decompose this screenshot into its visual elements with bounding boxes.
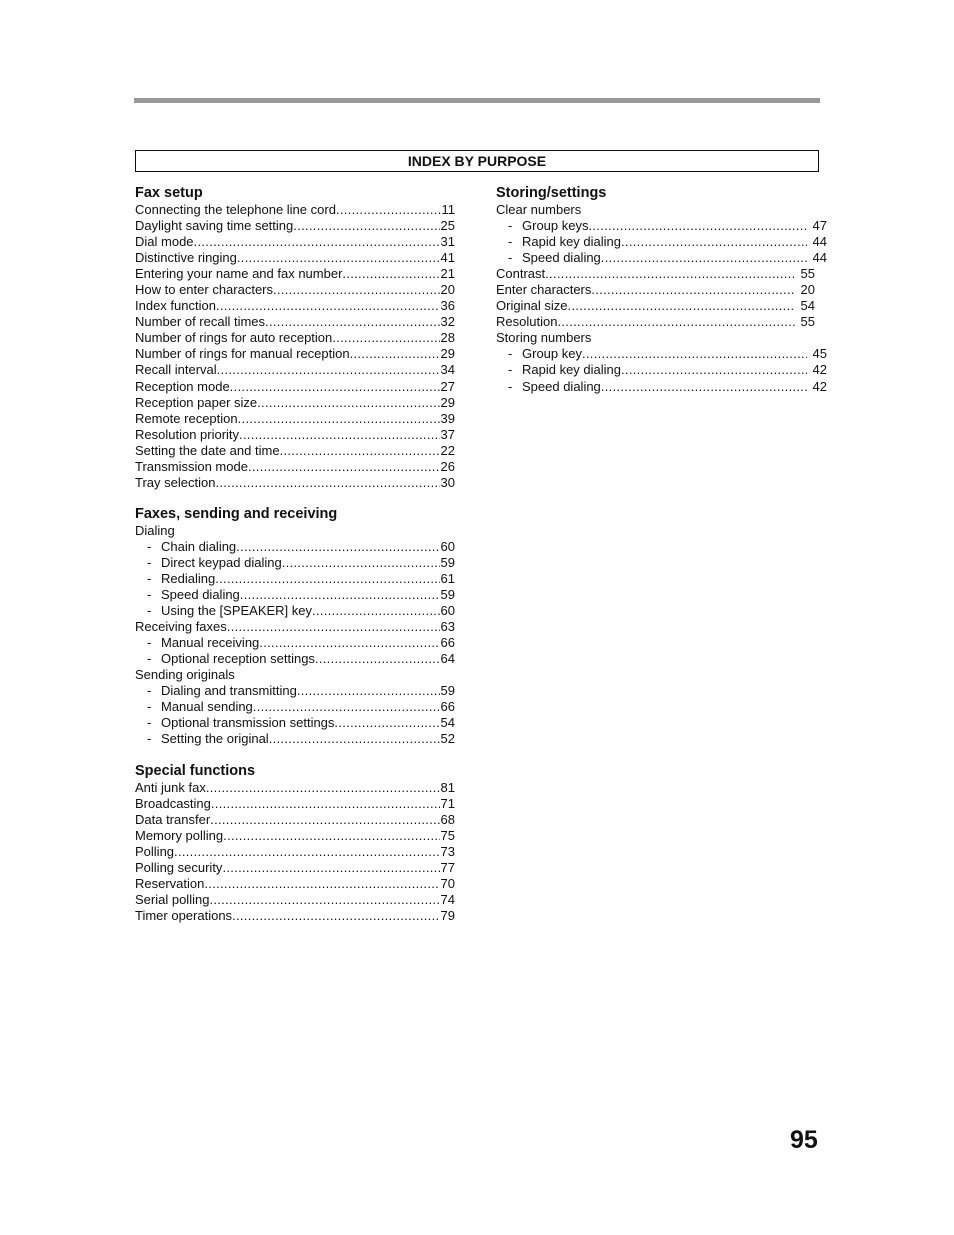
index-entry — [135, 459, 455, 475]
index-entry-page: 52 — [440, 731, 455, 747]
index-entry — [135, 266, 455, 282]
dot-leader — [621, 234, 807, 250]
dot-leader — [194, 234, 440, 250]
index-entry-page: 70 — [440, 875, 455, 891]
index-entry — [496, 362, 827, 378]
index-entry — [135, 683, 455, 699]
index-entry — [496, 234, 827, 250]
index-entry — [135, 555, 455, 571]
index-entry-label: Timer operations — [135, 907, 233, 923]
dot-leader — [332, 330, 439, 346]
index-entry-page: 55 — [800, 314, 815, 330]
index-entry-page: 44 — [812, 250, 827, 266]
index-entry-page: 59 — [440, 587, 455, 603]
dot-leader — [280, 443, 440, 459]
dot-leader — [240, 587, 440, 603]
index-entry — [135, 427, 455, 443]
index-entry-label: Recall interval — [135, 362, 217, 378]
index-entry — [135, 250, 455, 266]
index-group-label: Dialing — [135, 522, 175, 538]
index-entry-label: - Chain dialing — [161, 538, 237, 554]
dot-leader — [315, 651, 440, 667]
index-entry-label: - Speed dialing — [161, 587, 240, 603]
index-entry — [135, 411, 455, 427]
dot-leader — [239, 427, 439, 443]
index-entry-page: 21 — [440, 266, 455, 282]
index-entry-page: 39 — [440, 410, 455, 426]
index-entry-page: 59 — [440, 683, 455, 699]
index-entry-page: 20 — [800, 282, 815, 298]
dot-leader — [336, 202, 441, 218]
index-entry-label: - Rapid key dialing — [522, 362, 622, 378]
dot-leader — [342, 266, 439, 282]
dot-leader — [282, 555, 440, 571]
index-entry-page: 59 — [440, 554, 455, 570]
index-entry — [135, 282, 455, 298]
dot-leader — [238, 411, 440, 427]
dot-leader — [206, 780, 440, 796]
index-entry-label: Number of recall times — [135, 314, 266, 330]
index-entry-label: - Setting the original — [161, 731, 269, 747]
index-entry-page: 22 — [440, 442, 455, 458]
index-entry-page: 61 — [440, 570, 455, 586]
dot-leader — [568, 298, 795, 314]
index-entry-label: Reception mode — [135, 378, 230, 394]
index-entry — [135, 651, 455, 667]
index-entry-label: Distinctive ringing — [135, 250, 237, 266]
index-entry-page: 34 — [440, 362, 455, 378]
dot-leader — [227, 619, 440, 635]
index-entry — [135, 876, 455, 892]
index-entry-page: 55 — [800, 266, 815, 282]
index-entry-page: 73 — [440, 843, 455, 859]
index-entry-label: - Manual sending — [161, 699, 253, 715]
dot-leader — [312, 603, 440, 619]
dot-leader — [230, 379, 440, 395]
index-entry-page: 30 — [440, 474, 455, 490]
index-entry-page: 42 — [812, 378, 827, 394]
index-entry-label: Daylight saving time setting — [135, 218, 294, 234]
index-group-label: Clear numbers — [496, 202, 582, 217]
index-entry-page: 28 — [440, 330, 455, 346]
index-entry — [135, 475, 455, 491]
index-entry — [135, 619, 455, 635]
dot-leader — [215, 571, 439, 587]
index-entry-page: 81 — [440, 779, 455, 795]
index-entry — [135, 603, 455, 619]
index-entry — [135, 539, 455, 555]
page-number: 95 — [790, 1126, 818, 1154]
dot-leader — [601, 250, 807, 266]
index-entry — [135, 828, 455, 844]
index-entry — [135, 635, 455, 651]
index-entry-page: 60 — [440, 538, 455, 554]
dot-leader — [297, 683, 440, 699]
index-entry-label: - Speed dialing — [522, 378, 601, 394]
index-entry-label: - Speed dialing — [522, 250, 601, 266]
index-entry-label: Number of rings for manual reception — [135, 346, 350, 362]
index-entry-label: Index function — [135, 298, 216, 314]
index-entry-label: - Direct keypad dialing — [161, 554, 282, 570]
dot-leader — [222, 860, 439, 876]
index-entry-label: Data transfer — [135, 811, 211, 827]
section-special-functions — [135, 762, 455, 924]
index-entry-page: 47 — [812, 218, 827, 234]
index-entry — [135, 234, 455, 250]
index-entry-label: Resolution — [496, 314, 558, 330]
index-entry-page: 54 — [440, 715, 455, 731]
index-entry-page: 29 — [440, 346, 455, 362]
index-entry-label: - Manual receiving — [161, 635, 260, 651]
dot-leader — [591, 282, 794, 298]
index-entry-page: 79 — [440, 907, 455, 923]
index-entry-label: Remote reception — [135, 410, 238, 426]
index-entry-label: Memory polling — [135, 827, 224, 843]
dot-leader — [174, 844, 440, 860]
index-entry-label: Reception paper size — [135, 394, 258, 410]
index-entry — [496, 250, 827, 266]
index-entry — [135, 298, 455, 314]
index-entry — [135, 218, 455, 234]
index-entry-label: Serial polling — [135, 891, 210, 907]
index-entry — [496, 282, 815, 298]
index-entry-label: Number of rings for auto reception — [135, 330, 333, 346]
index-entry — [135, 812, 455, 828]
dot-leader — [557, 314, 794, 330]
index-entry — [135, 587, 455, 603]
index-entry-label: Entering your name and fax number — [135, 266, 343, 282]
index-entry-page: 27 — [440, 378, 455, 394]
dot-leader — [215, 475, 439, 491]
index-entry-page: 77 — [440, 859, 455, 875]
index-entry-label: - Group keys — [522, 218, 589, 234]
dot-leader — [259, 635, 439, 651]
index-entry-page: 32 — [440, 314, 455, 330]
index-group-label: Sending originals — [135, 667, 235, 683]
index-entry-label: Resolution priority — [135, 426, 240, 442]
index-entry-page: 37 — [440, 426, 455, 442]
index-entry — [135, 860, 455, 876]
index-entry-label: Receiving faxes — [135, 619, 227, 635]
index-entry — [135, 443, 455, 459]
dot-leader — [237, 250, 440, 266]
dot-leader — [253, 699, 440, 715]
index-entry-label: Broadcasting — [135, 795, 211, 811]
index-entry — [135, 379, 455, 395]
dot-leader — [334, 715, 439, 731]
index-entry-label: Original size — [496, 298, 568, 314]
dot-leader — [217, 362, 440, 378]
index-entry-label: - Optional transmission settings — [161, 715, 335, 731]
index-entry-page: 74 — [440, 891, 455, 907]
index-entry-page: 63 — [440, 619, 455, 635]
index-entry — [135, 571, 455, 587]
index-column-right — [496, 184, 827, 409]
index-entry-page: 66 — [440, 699, 455, 715]
dot-leader — [232, 908, 439, 924]
dot-leader — [223, 828, 439, 844]
index-entry-label: How to enter characters — [135, 282, 274, 298]
index-entry-page: 66 — [440, 635, 455, 651]
index-entry — [135, 731, 455, 747]
index-entry-label: - Optional reception settings — [161, 651, 315, 667]
dot-leader — [269, 731, 440, 747]
dot-leader — [211, 796, 440, 812]
index-entry — [135, 346, 455, 362]
index-entry-page: 20 — [440, 282, 455, 298]
index-entry — [135, 892, 455, 908]
index-entry — [135, 330, 455, 346]
index-entry — [135, 314, 455, 330]
index-entry-page: 64 — [440, 651, 455, 667]
dot-leader — [257, 395, 439, 411]
index-entry — [496, 379, 827, 395]
index-entry-page: 54 — [800, 298, 815, 314]
dot-leader — [273, 282, 440, 298]
index-entry-label: Setting the date and time — [135, 442, 280, 458]
index-entry-page: 29 — [440, 394, 455, 410]
index-entry-page: 31 — [440, 234, 455, 250]
dot-leader — [545, 266, 794, 282]
section-heading: Special functions — [135, 762, 256, 779]
section-faxes-sending-and-receiving — [135, 505, 455, 748]
index-entry — [135, 202, 455, 218]
index-entry-page: 71 — [440, 795, 455, 811]
index-entry-label: - Redialing — [161, 570, 216, 586]
page-title: INDEX BY PURPOSE — [135, 150, 819, 172]
index-entry-label: - Dialing and transmitting — [161, 683, 297, 699]
index-entry — [135, 699, 455, 715]
index-column-left — [135, 184, 455, 938]
dot-leader — [601, 379, 807, 395]
index-entry-page: 42 — [812, 362, 827, 378]
top-rule — [134, 98, 820, 103]
index-entry-label: Anti junk fax — [135, 779, 206, 795]
index-entry — [496, 346, 827, 362]
index-entry-page: 44 — [812, 234, 827, 250]
index-entry — [496, 266, 815, 282]
index-entry — [496, 314, 815, 330]
dot-leader — [209, 892, 439, 908]
index-entry-label: Dial mode — [135, 234, 194, 250]
dot-leader — [248, 459, 440, 475]
index-entry-label: Connecting the telephone line cord — [135, 202, 336, 217]
dot-leader — [204, 876, 439, 892]
index-entry-label: Polling security — [135, 859, 223, 875]
dot-leader — [621, 362, 807, 378]
section-fax-setup — [135, 184, 455, 491]
dot-leader — [582, 346, 807, 362]
index-entry-page: 68 — [440, 811, 455, 827]
section-storing-settings — [496, 184, 827, 395]
index-entry — [496, 298, 815, 314]
dot-leader — [265, 314, 439, 330]
index-entry — [135, 780, 455, 796]
index-entry — [135, 796, 455, 812]
section-heading: Storing/settings — [496, 185, 607, 201]
section-heading: Fax setup — [135, 185, 203, 201]
index-entry — [496, 218, 827, 234]
index-entry-page: 60 — [440, 603, 455, 619]
index-entry-label: - Using the [SPEAKER] key — [161, 603, 313, 619]
dot-leader — [236, 539, 439, 555]
index-entry-page: 25 — [440, 218, 455, 234]
dot-leader — [210, 812, 439, 828]
dot-leader — [293, 218, 439, 234]
index-entry — [135, 715, 455, 731]
index-entry-label: Enter characters — [496, 282, 592, 298]
index-entry-page: 36 — [440, 298, 455, 314]
section-heading: Faxes, sending and receiving — [135, 505, 338, 522]
index-entry-label: Reservation — [135, 875, 205, 891]
dot-leader — [216, 298, 440, 314]
index-entry — [135, 395, 455, 411]
index-group-label: Storing numbers — [496, 330, 592, 346]
index-entry-label: - Group key — [522, 346, 582, 362]
dot-leader — [588, 218, 806, 234]
index-entry-page: 75 — [440, 827, 455, 843]
index-entry — [135, 844, 455, 860]
index-entry-label: Contrast — [496, 266, 546, 282]
index-entry-label: - Rapid key dialing — [522, 234, 622, 250]
index-entry-page: 41 — [440, 250, 455, 266]
index-entry-label: Tray selection — [135, 474, 216, 490]
index-entry-page: 26 — [440, 458, 455, 474]
index-entry — [135, 362, 455, 378]
index-entry-label: Polling — [135, 843, 175, 859]
dot-leader — [350, 346, 440, 362]
index-entry-label: Transmission mode — [135, 458, 248, 474]
index-entry — [135, 908, 455, 924]
index-entry-page: 11 — [441, 202, 455, 217]
index-entry-page: 45 — [812, 346, 827, 362]
